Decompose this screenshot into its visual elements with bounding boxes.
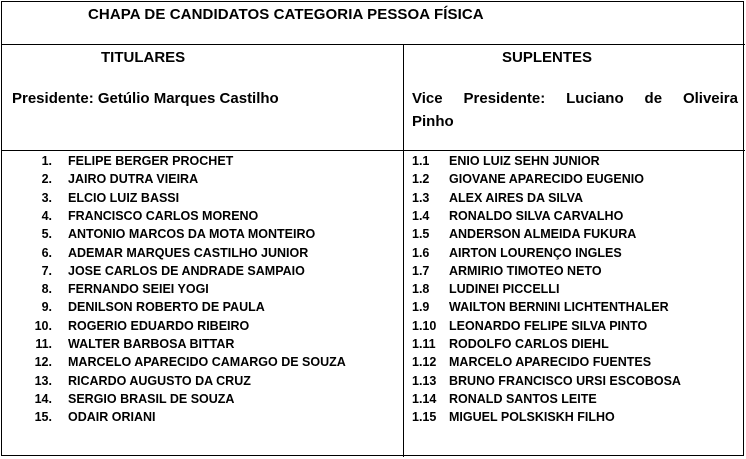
column-divider bbox=[403, 44, 404, 457]
suplentes-item-number: 1.2 bbox=[412, 172, 430, 187]
titulares-item-name: FRANCISCO CARLOS MORENO bbox=[68, 208, 259, 223]
suplentes-item-name: RONALDO SILVA CARVALHO bbox=[449, 208, 624, 223]
suplentes-item-number: 1.12 bbox=[412, 355, 437, 370]
titulares-item-name: ODAIR ORIANI bbox=[68, 410, 156, 425]
suplentes-item-number: 1.14 bbox=[412, 391, 437, 406]
suplentes-header: SUPLENTES bbox=[502, 49, 593, 66]
titulares-item-name: FERNANDO SEIEI YOGI bbox=[68, 282, 209, 297]
titulares-item-number: 12. bbox=[34, 355, 52, 370]
titulares-item-name: ANTONIO MARCOS DA MOTA MONTEIRO bbox=[68, 227, 316, 242]
titulares-item-name: ELCIO LUIZ BASSI bbox=[68, 190, 180, 205]
titulares-item-name: MARCELO APARECIDO CAMARGO DE SOUZA bbox=[68, 355, 346, 370]
titulares-item-number: 6. bbox=[41, 245, 52, 260]
suplentes-item-number: 1.5 bbox=[412, 227, 430, 242]
titulares-item-name: JOSE CARLOS DE ANDRADE SAMPAIO bbox=[68, 263, 305, 278]
titulares-item-number: 15. bbox=[34, 410, 52, 425]
suplentes-item-name: RONALD SANTOS LEITE bbox=[449, 391, 597, 406]
titulares-item-name: SERGIO BRASIL DE SOUZA bbox=[68, 391, 235, 406]
suplentes-item-number: 1.6 bbox=[412, 245, 430, 260]
suplentes-item-number: 1.4 bbox=[412, 208, 430, 223]
suplentes-item-name: GIOVANE APARECIDO EUGENIO bbox=[449, 172, 644, 187]
suplentes-item-number: 1.15 bbox=[412, 410, 437, 425]
suplentes-item-name: RODOLFO CARLOS DIEHL bbox=[449, 337, 609, 351]
presidente-line: Presidente: Getúlio Marques Castilho bbox=[12, 90, 279, 107]
suplentes-item-name: ARMIRIO TIMOTEO NETO bbox=[449, 263, 602, 278]
titulares-item-number: 9. bbox=[41, 300, 52, 315]
suplentes-item-number: 1.8 bbox=[412, 282, 430, 297]
suplentes-item-name: ENIO LUIZ SEHN JUNIOR bbox=[449, 154, 600, 168]
titulares-item-name: FELIPE BERGER PROCHET bbox=[68, 154, 234, 168]
titulares-item-name: RICARDO AUGUSTO DA CRUZ bbox=[68, 373, 251, 388]
titulares-item-number: 10. bbox=[34, 318, 52, 333]
suplentes-item-name: ANDERSON ALMEIDA FUKURA bbox=[449, 227, 637, 242]
vice-presidente-line-2: Pinho bbox=[412, 113, 454, 130]
titulares-item-number: 2. bbox=[41, 172, 52, 187]
suplentes-item-number: 1.10 bbox=[412, 318, 437, 333]
titulares-item-number: 11. bbox=[35, 337, 52, 351]
titulares-item-name: ADEMAR MARQUES CASTILHO JUNIOR bbox=[68, 245, 309, 260]
titulares-item-name: JAIRO DUTRA VIEIRA bbox=[68, 172, 199, 187]
titulares-header: TITULARES bbox=[101, 49, 186, 66]
suplentes-item-name: BRUNO FRANCISCO URSI ESCOBOSA bbox=[449, 373, 681, 388]
titulares-item-name: DENILSON ROBERTO DE PAULA bbox=[68, 300, 265, 315]
header-divider bbox=[1, 150, 745, 151]
title-divider bbox=[1, 44, 745, 45]
titulares-item-number: 1. bbox=[41, 154, 52, 168]
suplentes-item-number: 1.7 bbox=[412, 263, 430, 278]
suplentes-item-number: 1.9 bbox=[412, 300, 430, 315]
suplentes-item-name: ALEX AIRES DA SILVA bbox=[449, 190, 584, 205]
titulares-item-name: ROGERIO EDUARDO RIBEIRO bbox=[68, 318, 250, 333]
suplentes-item-name: MARCELO APARECIDO FUENTES bbox=[449, 355, 652, 370]
titulares-item-number: 5. bbox=[41, 227, 52, 242]
suplentes-item-number: 1.3 bbox=[412, 190, 430, 205]
suplentes-item-number: 1.13 bbox=[412, 373, 437, 388]
titulares-item-number: 3. bbox=[41, 190, 52, 205]
titulares-item-number: 8. bbox=[41, 282, 52, 297]
titulares-item-number: 13. bbox=[34, 373, 52, 388]
suplentes-item-number: 1.1 bbox=[412, 154, 430, 168]
suplentes-item-name: LEONARDO FELIPE SILVA PINTO bbox=[449, 318, 648, 333]
suplentes-item-number: 1.11 bbox=[412, 337, 436, 351]
suplentes-item-name: WAILTON BERNINI LICHTENTHALER bbox=[449, 300, 669, 315]
titulares-item-name: WALTER BARBOSA BITTAR bbox=[68, 337, 235, 351]
titulares-item-number: 14. bbox=[34, 391, 52, 406]
document-title: CHAPA DE CANDIDATOS CATEGORIA PESSOA FÍSICA bbox=[88, 6, 484, 23]
suplentes-item-name: LUDINEI PICCELLI bbox=[449, 282, 560, 297]
titulares-item-number: 7. bbox=[41, 263, 52, 278]
titulares-item-number: 4. bbox=[41, 208, 52, 223]
suplentes-item-name: AIRTON LOURENÇO INGLES bbox=[449, 245, 622, 260]
vice-presidente-line: Vice Presidente: Luciano de Oliveira bbox=[412, 90, 738, 107]
suplentes-item-name: MIGUEL POLSKISKH FILHO bbox=[449, 410, 615, 425]
